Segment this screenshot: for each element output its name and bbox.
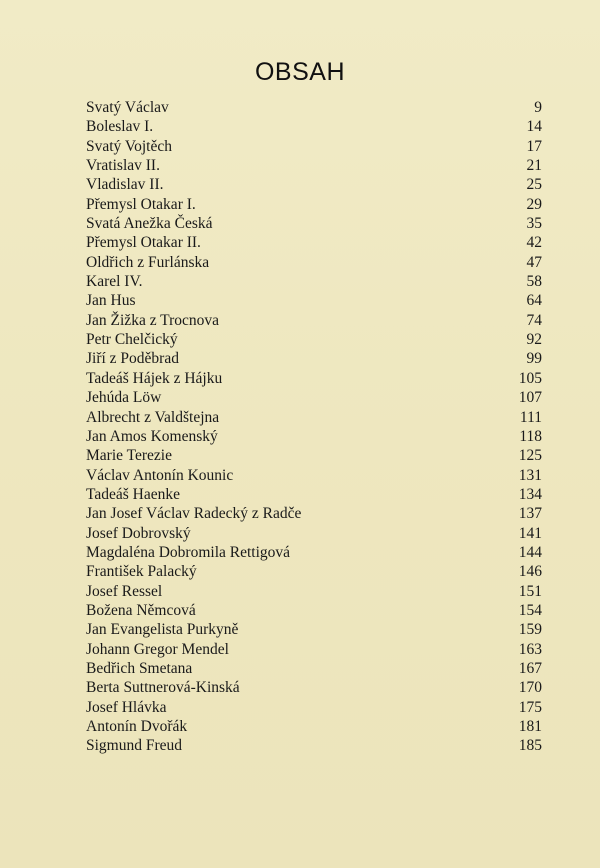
toc-entry-name: Albrecht z Valdštejna [86,408,220,426]
toc-entry-name: František Palacký [86,563,197,581]
toc-entry-name: Vratislav II. [86,157,160,175]
toc-entry-page: 151 [518,582,542,600]
toc-entry-name: Jan Josef Václav Radecký z Radče [86,505,302,523]
toc-entry-name: Josef Dobrovský [86,524,191,542]
toc-entry-page: 64 [526,292,542,310]
page-title: OBSAH [254,58,346,86]
toc-entry-name: Johann Gregor Mendel [86,640,229,658]
toc-entry-name: Petr Chelčický [86,331,178,349]
toc-entry-page: 134 [518,485,542,503]
toc-entry [86,311,542,330]
toc-entry [86,466,542,485]
toc-entry [86,98,542,117]
toc-entry-name: Jan Žižka z Trocnova [86,311,220,329]
toc-entry-page: 141 [518,524,542,542]
toc-entry [86,156,542,175]
toc-entry [86,562,542,581]
toc-entry-name: Boleslav I. [86,118,154,136]
toc-entry-name: Jan Hus [86,292,136,310]
toc-entry-page: 144 [518,543,542,561]
toc-entry-name: Jiří z Poděbrad [86,350,179,368]
toc-entry-name: Tadeáš Haenke [86,485,181,503]
toc-entry-page: 47 [526,253,542,271]
toc-entry-name: Vladislav II. [86,176,164,194]
toc-entry-page: 175 [518,698,542,716]
toc-entry-page: 74 [526,311,542,329]
toc-entry-name: Václav Antonín Kounic [86,466,234,484]
toc-entry [86,233,542,252]
toc-entry [86,620,542,639]
toc-entry [86,272,542,291]
toc-entry [86,330,542,349]
toc-entry [86,601,542,620]
toc-entry-page: 181 [518,718,542,735]
toc-entry [86,117,542,136]
toc-entry-name: Božena Němcová [86,601,196,619]
toc-entry-name: Přemysl Otakar I. [86,195,196,213]
toc-entry-page: 58 [526,273,542,291]
toc-entry [86,195,542,214]
toc-entry-page: 14 [526,118,542,136]
toc-entry-page: 107 [518,389,542,407]
toc-entry-page: 111 [519,408,542,426]
toc-entry [86,388,542,407]
toc-entry-name: Josef Ressel [86,582,163,600]
toc-entry [86,524,542,543]
toc-entry-page: 105 [518,369,542,387]
toc-entry-page: 35 [526,215,542,233]
toc-entry-page: 131 [518,466,542,484]
toc-entry [86,485,542,504]
toc-entry [86,659,542,678]
toc-entry-page: 17 [526,137,542,155]
toc-entry-page: 163 [518,640,542,658]
toc-entry [86,175,542,194]
toc-entry-page: 146 [518,563,542,581]
toc-entry-name: Bedřich Smetana [86,659,193,677]
toc-entry [86,736,542,755]
toc-entry-page: 125 [518,447,542,465]
toc-entry [86,504,542,523]
toc-entry [86,408,542,427]
toc-entry [86,543,542,562]
toc-entry [86,698,542,717]
toc-entry [86,640,542,659]
toc-entry-name: Jan Amos Komenský [86,427,218,445]
toc-entry-page: 21 [526,157,542,175]
toc-entry-page: 99 [526,350,542,368]
toc-entry-name: Karel IV. [86,273,143,291]
toc-entry-name: Svatá Anežka Česká [86,215,213,233]
toc-entry-page: 92 [526,331,542,349]
toc-entry-page: 42 [526,234,542,252]
toc-entry-page: 167 [518,659,542,677]
toc-entry-name: Berta Suttnerová-Kinská [86,679,240,697]
toc-entry-name: Přemysl Otakar II. [86,234,201,252]
toc-entry-page: 29 [526,195,542,213]
toc-entry [86,717,542,736]
toc-entry [86,582,542,601]
toc-entry-page: 170 [518,679,542,697]
toc-entry [86,446,542,465]
toc-entry [86,214,542,233]
toc-entry-name: Tadeáš Hájek z Hájku [86,369,223,387]
toc-entry-page: 159 [518,621,542,639]
toc-entry [86,349,542,368]
table-of-contents [86,98,542,756]
toc-entry [86,137,542,156]
toc-entry [86,253,542,272]
toc-entry [86,369,542,388]
toc-entry-name: Marie Terezie [86,447,172,465]
toc-entry-page: 137 [518,505,542,523]
toc-entry-name: Antonín Dvořák [86,718,188,735]
toc-entry-name: Svatý Václav [86,99,169,116]
toc-entry-name: Sigmund Freud [86,737,183,755]
toc-entry-name: Magdaléna Dobromila Rettigová [86,543,291,561]
toc-entry-page: 185 [518,737,542,755]
toc-entry-page: 25 [526,176,542,194]
toc-entry-page: 118 [519,427,542,445]
toc-entry-page: 154 [518,601,542,619]
toc-entry-name: Jehúda Löw [86,389,162,407]
toc-entry-name: Josef Hlávka [86,698,167,716]
toc-entry-name: Oldřich z Furlánska [86,253,210,271]
toc-entry [86,427,542,446]
toc-entry [86,291,542,310]
toc-entry-name: Svatý Vojtěch [86,137,172,155]
toc-entry-name: Jan Evangelista Purkyně [86,621,239,639]
toc-entry [86,678,542,697]
toc-entry-page: 9 [534,99,542,116]
